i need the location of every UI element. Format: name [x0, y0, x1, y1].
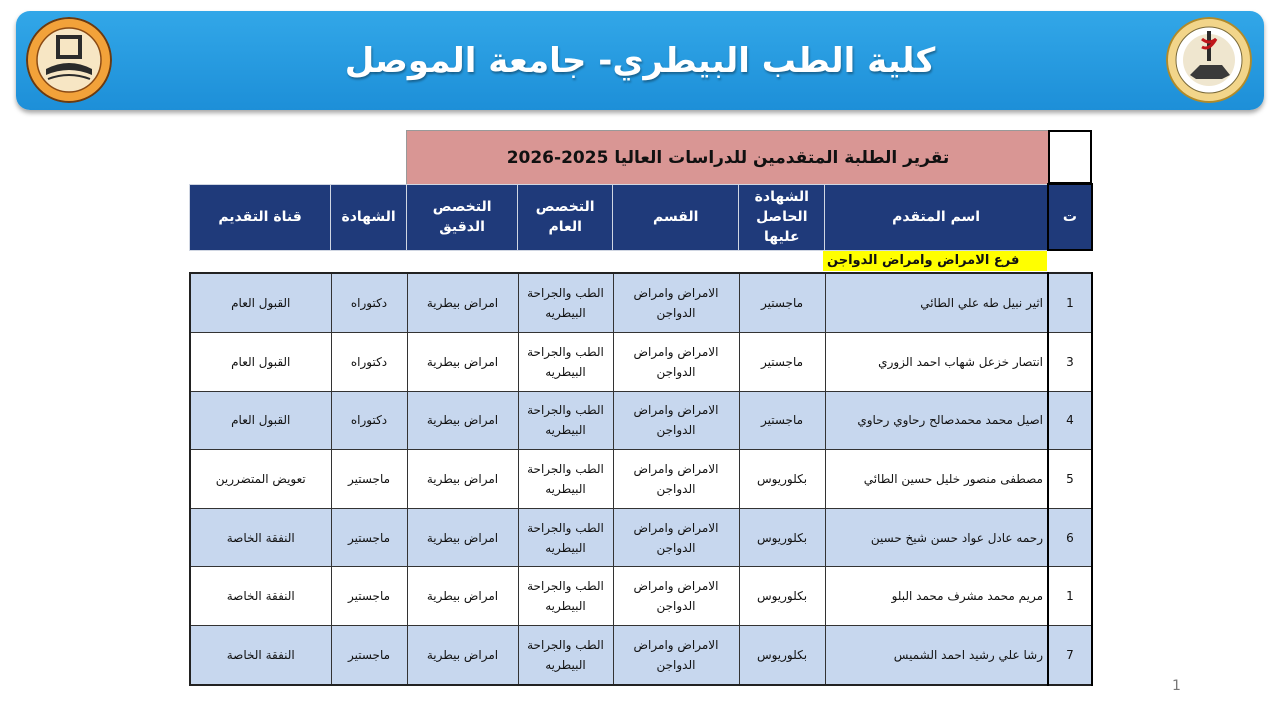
header-specific-spec-line1: التخصص	[432, 199, 492, 215]
cell-seq: 3	[1048, 332, 1092, 391]
cell-general-line1: الطب والجراحة	[527, 520, 604, 535]
cell-channel: تعويض المتضررين	[190, 450, 331, 509]
table-row	[190, 332, 1092, 391]
header-general-spec	[518, 184, 613, 250]
cell-name: انتصار خزعل شهاب احمد الزوري	[825, 332, 1048, 391]
cell-seq: 4	[1048, 391, 1092, 450]
cell-department-line2: الدواجن	[656, 364, 696, 379]
vet-college-logo-icon	[1166, 17, 1252, 103]
table-row	[190, 508, 1092, 567]
cell-general-line1: الطب والجراحة	[527, 638, 604, 653]
cell-department	[613, 332, 739, 391]
cell-name: رشا علي رشيد احمد الشميس	[825, 626, 1048, 685]
cell-specific-spec: امراض بيطرية	[407, 332, 518, 391]
cell-department-line1: الامراض وامراض	[633, 403, 719, 418]
cell-department-line1: الامراض وامراض	[633, 285, 719, 300]
cell-general-line1: الطب والجراحة	[527, 285, 604, 300]
cell-certificate: ماجستير	[331, 508, 407, 567]
cell-channel: النفقة الخاصة	[190, 567, 331, 626]
cell-name: اصيل محمد محمدصالح رحاوي رحاوي	[825, 391, 1048, 450]
cell-general-spec	[518, 450, 613, 509]
cell-seq: 7	[1048, 626, 1092, 685]
cell-general-spec	[518, 626, 613, 685]
cell-general-line2: البيطريه	[545, 481, 586, 496]
cell-department-line2: الدواجن	[656, 540, 696, 555]
cell-name: اثير نبيل طه علي الطائي	[825, 273, 1048, 332]
cell-name: مصطفى منصور خليل حسين الطائي	[825, 450, 1048, 509]
report-title: تقرير الطلبة المتقدمين للدراسات العاليا 2025-2026	[406, 130, 1049, 184]
table-row	[190, 273, 1092, 332]
cell-channel: النفقة الخاصة	[190, 626, 331, 685]
column-header-row	[189, 183, 1093, 251]
header-specific-spec-line2: الدقيق	[439, 219, 485, 235]
cell-certificate: ماجستير	[331, 567, 407, 626]
cell-specific-spec: امراض بيطرية	[407, 508, 518, 567]
cell-specific-spec: امراض بيطرية	[407, 450, 518, 509]
table-row	[190, 626, 1092, 685]
cell-seq: 5	[1048, 450, 1092, 509]
cell-channel: النفقة الخاصة	[190, 508, 331, 567]
table-row	[190, 391, 1092, 450]
cell-department-line2: الدواجن	[656, 599, 696, 614]
cell-department-line2: الدواجن	[656, 305, 696, 320]
cell-general-line1: الطب والجراحة	[527, 403, 604, 418]
cell-general-spec	[518, 391, 613, 450]
cell-degree-held: بكلوريوس	[739, 508, 825, 567]
cell-department-line1: الامراض وامراض	[633, 579, 719, 594]
cell-certificate: دكتوراه	[331, 391, 407, 450]
page-number: 1	[1172, 678, 1181, 694]
cell-seq: 6	[1048, 508, 1092, 567]
cell-department	[613, 626, 739, 685]
college-title: كلية الطب البيطري- جامعة الموصل	[344, 41, 936, 81]
cell-department-line1: الامراض وامراض	[633, 344, 719, 359]
cell-certificate: ماجستير	[331, 450, 407, 509]
cell-specific-spec: امراض بيطرية	[407, 273, 518, 332]
cell-general-spec	[518, 273, 613, 332]
header-degree-held-line1: الشهادة	[754, 189, 809, 205]
header-general-spec-line2: العام	[548, 219, 582, 235]
table-row	[190, 567, 1092, 626]
cell-department-line2: الدواجن	[656, 658, 696, 673]
cell-department-line1: الامراض وامراض	[633, 461, 719, 476]
cell-degree-held: بكلوريوس	[739, 626, 825, 685]
cell-seq: 1	[1048, 567, 1092, 626]
cell-specific-spec: امراض بيطرية	[407, 391, 518, 450]
cell-general-spec	[518, 567, 613, 626]
cell-general-line2: البيطريه	[545, 305, 586, 320]
header-name: اسم المتقدم	[825, 184, 1048, 250]
cell-department	[613, 450, 739, 509]
cell-degree-held: ماجستير	[739, 332, 825, 391]
header-degree-held	[739, 184, 825, 250]
cell-channel: القبول العام	[190, 391, 331, 450]
cell-department-line1: الامراض وامراض	[633, 638, 719, 653]
cell-specific-spec: امراض بيطرية	[407, 626, 518, 685]
header-specific-spec	[407, 184, 518, 250]
cell-degree-held: ماجستير	[739, 391, 825, 450]
cell-department	[613, 391, 739, 450]
cell-channel: القبول العام	[190, 332, 331, 391]
cell-degree-held: بكلوريوس	[739, 450, 825, 509]
cell-department-line2: الدواجن	[656, 481, 696, 496]
header-seq: ت	[1048, 184, 1092, 250]
cell-general-line2: البيطريه	[545, 599, 586, 614]
cell-general-line2: البيطريه	[545, 423, 586, 438]
cell-name: مريم محمد مشرف محمد البلو	[825, 567, 1048, 626]
cell-name: رحمه عادل عواد حسن شيخ حسين	[825, 508, 1048, 567]
applicants-table	[189, 272, 1093, 686]
cell-general-line2: البيطريه	[545, 540, 586, 555]
corner-cell	[1048, 130, 1092, 184]
cell-department	[613, 567, 739, 626]
cell-general-line1: الطب والجراحة	[527, 461, 604, 476]
header-channel: قناة التقديم	[190, 184, 331, 250]
header-general-spec-line1: التخصص	[535, 199, 595, 215]
cell-channel: القبول العام	[190, 273, 331, 332]
cell-general-line1: الطب والجراحة	[527, 344, 604, 359]
table-row	[190, 450, 1092, 509]
cell-certificate: ماجستير	[331, 626, 407, 685]
header-degree-held-line2: الحاصل عليها	[756, 209, 808, 245]
cell-general-spec	[518, 332, 613, 391]
cell-seq: 1	[1048, 273, 1092, 332]
header-certificate: الشهادة	[331, 184, 407, 250]
cell-certificate: دكتوراه	[331, 273, 407, 332]
cell-general-spec	[518, 508, 613, 567]
header-department: القسم	[613, 184, 739, 250]
cell-degree-held: ماجستير	[739, 273, 825, 332]
cell-degree-held: بكلوريوس	[739, 567, 825, 626]
header-banner	[16, 11, 1264, 110]
cell-department-line1: الامراض وامراض	[633, 520, 719, 535]
cell-department	[613, 508, 739, 567]
cell-certificate: دكتوراه	[331, 332, 407, 391]
branch-label: فرع الامراض وامراض الدواجن	[823, 251, 1047, 271]
cell-specific-spec: امراض بيطرية	[407, 567, 518, 626]
cell-general-line1: الطب والجراحة	[527, 579, 604, 594]
cell-general-line2: البيطريه	[545, 658, 586, 673]
cell-department	[613, 273, 739, 332]
cell-general-line2: البيطريه	[545, 364, 586, 379]
cell-department-line2: الدواجن	[656, 423, 696, 438]
